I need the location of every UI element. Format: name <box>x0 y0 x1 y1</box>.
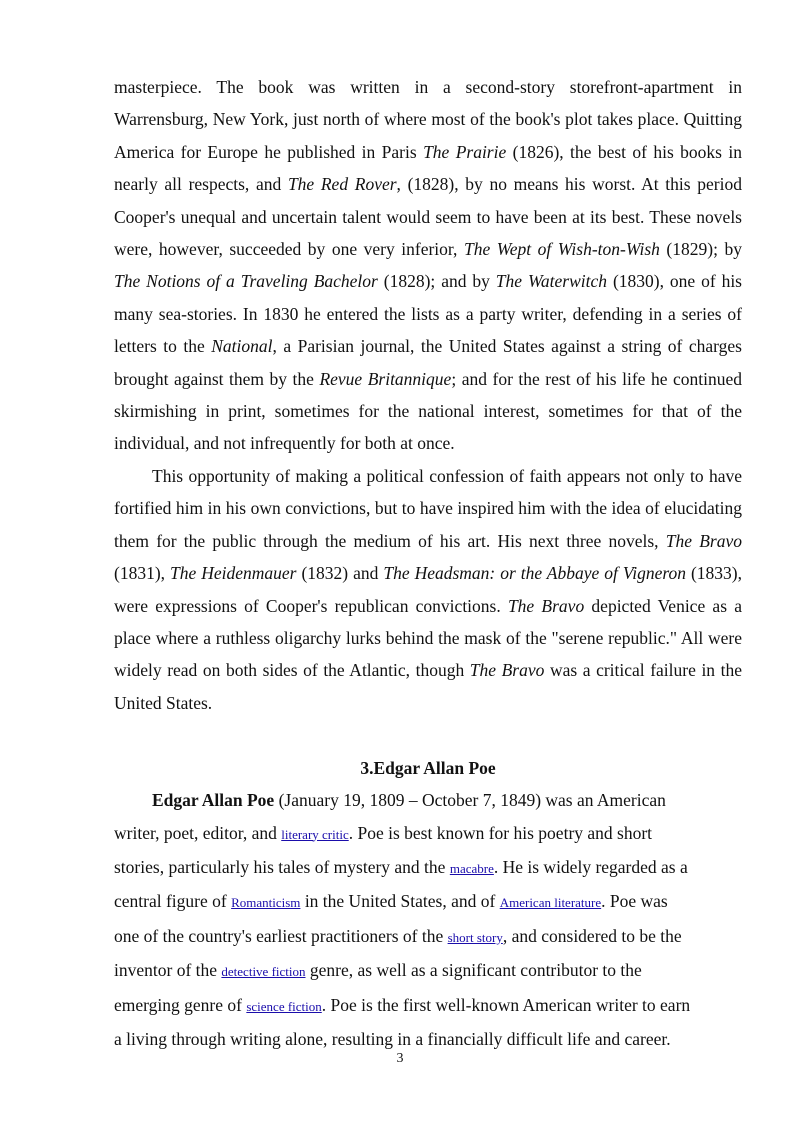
text: (January 19, 1809 – October 7, 1849) was an American <box>274 790 666 811</box>
title-the-bravo: The Bravo <box>665 530 742 551</box>
text: . He is widely regarded as a <box>493 856 688 877</box>
title-the-headsman: The Headsman: or the Abbaye of Vigneron <box>383 563 686 584</box>
text: (1828); and by <box>377 271 496 292</box>
text-line <box>114 920 742 954</box>
text: This opportunity of making a political confession of faith appears not only to have fortified him in his own convictions, but to have inspired him with the idea of elucidating them for the public through the medium of his art. His next three novels, <box>114 465 742 551</box>
text: central figure of <box>114 891 232 912</box>
text: a living through writing alone, resulting in a financially difficult life and career. <box>114 1028 671 1049</box>
text: (1826), the best of his books in nearly all respects, and <box>114 141 742 195</box>
page-content <box>114 71 742 1055</box>
link-detective-fiction[interactable]: detective fiction <box>221 964 306 980</box>
text: writer, poet, editor, and <box>114 822 282 843</box>
text: (1831), <box>114 563 171 584</box>
title-revue-britannique: Revue Britannique <box>319 368 452 389</box>
link-science-fiction[interactable]: science fiction <box>246 998 322 1014</box>
title-the-waterwitch: The Waterwitch <box>495 271 608 292</box>
paragraph-poe-intro <box>114 784 742 1055</box>
text-line <box>114 784 742 816</box>
text: (1829); by <box>659 239 742 260</box>
text: ; and for the rest of his life he continued skirmishing in print, sometimes for the national interest, sometimes for that of the individual, and not infrequently for both at once. <box>114 368 742 454</box>
text-line <box>114 851 742 885</box>
title-the-red-rover: The Red Rover <box>287 174 397 195</box>
link-american-literature[interactable]: American literature <box>499 895 602 911</box>
poe-name-bold: Edgar Allan Poe <box>152 790 275 811</box>
paragraph-political-confession <box>114 460 742 719</box>
text: . Poe is the first well-known American writer to earn <box>321 994 691 1015</box>
text: genre, as well as a significant contributor to the <box>305 960 642 981</box>
link-romanticism[interactable]: Romanticism <box>231 895 301 911</box>
title-the-bravo: The Bravo <box>469 660 545 681</box>
text-line <box>114 817 742 851</box>
text: , and considered to be the <box>502 925 682 946</box>
title-wept-of-wish-ton-wish: The Wept of Wish-ton-Wish <box>463 239 660 260</box>
section-heading: 3.Edgar Allan Poe <box>360 758 496 779</box>
title-the-prairie: The Prairie <box>423 141 507 162</box>
text: (1832) and <box>296 563 384 584</box>
title-national: National <box>211 336 273 357</box>
paragraph-cooper-paris <box>114 71 742 460</box>
text: , (1828), by no means his worst. At this period Cooper's unequal and uncertain talent would seem to have been at its best. These novels were, however, succeeded by one very inferior, <box>114 174 742 260</box>
text: depicted Venice as a place where a ruthless oligarchy lurks behind the mask of the "serene republic." All were widely read on both sides of the Atlantic, though <box>114 595 743 681</box>
text: (1830), one of his many sea-stories. In 1830 he entered the lists as a party writer, defending in a series of letters to the <box>114 271 742 357</box>
title-the-heidenmauer: The Heidenmauer <box>170 563 297 584</box>
text: emerging genre of <box>114 994 247 1015</box>
link-macabre[interactable]: macabre <box>449 860 494 876</box>
text: inventor of the <box>114 960 222 981</box>
link-short-story[interactable]: short story <box>447 929 503 945</box>
text: , a Parisian journal, the United States against a string of charges brought against them by the <box>114 336 742 389</box>
text: masterpiece. The book was written in a second-story storefront-apartment in Warrensburg, New York, just north of where most of the book's plot takes place. Quitting America for Europe he published in Paris <box>114 77 742 162</box>
text: . Poe is best known for his poetry and short <box>348 822 653 843</box>
title-notions-traveling-bachelor: The Notions of a Traveling Bachelor <box>114 271 378 292</box>
page-number: 3 <box>396 1051 404 1066</box>
text: was a critical failure in the United States. <box>114 660 742 713</box>
text-line <box>114 989 742 1023</box>
text: (1833), were expressions of Cooper's republican convictions. <box>114 563 743 616</box>
text-line <box>114 885 742 919</box>
text: stories, particularly his tales of mystery and the <box>114 856 450 877</box>
link-literary-critic[interactable]: literary critic <box>281 826 349 842</box>
text: in the United States, and of <box>300 891 500 912</box>
title-the-bravo: The Bravo <box>507 595 585 616</box>
text: one of the country's earliest practitioners of the <box>114 925 448 946</box>
text: . Poe was <box>601 891 668 912</box>
text-line <box>114 954 742 988</box>
